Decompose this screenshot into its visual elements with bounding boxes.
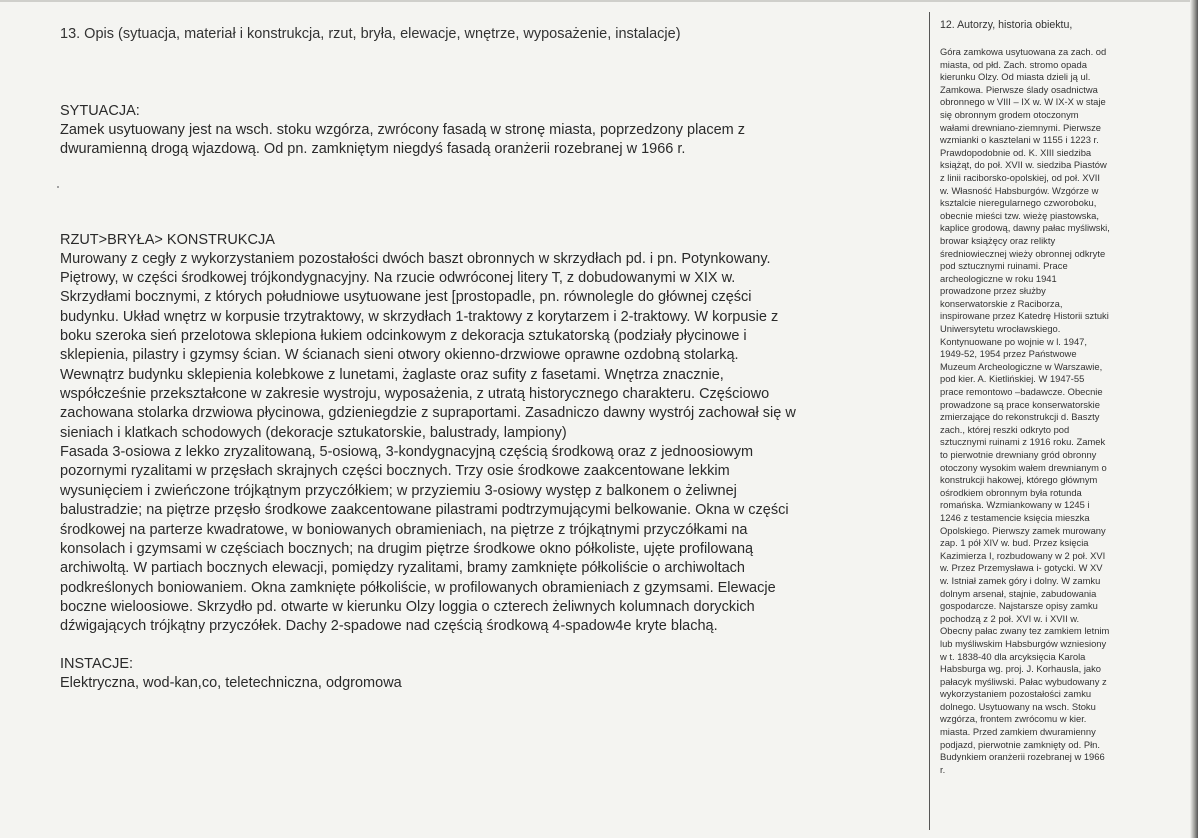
- history-column: [940, 18, 1140, 776]
- sheet-edge-top: [0, 0, 1198, 2]
- section-sytuacja: [60, 102, 920, 160]
- sytuacja-text: Zamek usytuowany jest na wsch. stoku wzgórza, zwrócony fasadą w stronę miasta, poprzedzony placem z dwuramienną drogą wjazdową. Od pn. zamkniętym niegdyś fasadą oranżerii rozebranej w 1966 r.: [60, 122, 746, 158]
- instalacje-title: INSTACJE:: [60, 655, 134, 672]
- sytuacja-title: SYTUACJA:: [60, 103, 140, 119]
- history-text: Góra zamkowa usytuowana za zach. od miasta, od płd. Zach. stromo opada kierunku Olzy. Od miasta dzieli ją ul. Zamkowa. Pierwsze ślady osadnictwa obronnego w VIII – IX w. W IX-X w staje się obronnym grodem otoczonym wałami drewniano-ziemnymi. Pierwsze wzmianki o kasztelani w 1155 i 1223 r. Prawdopodobnie od. K. XIII siedziba książąt, do poł. XVII w. siedziba Piastów z linii raciborsko-opolskiej, od poł. XVII w. Własność Habsburgów. Wzgórze w ksztalcie nieregularnego czworoboku, obecnie mieści tzw. wieżę piastowska, kaplice grodową, dawny pałac myśliwski, browar książęcy oraz relikty średniowiecznej wieży obronnej odkryte pod sztucznymi ruinami. Prace archeologiczne w roku 1941 prowadzone przez służby konserwatorskie z Raciborza, inspirowane przez Katedrę Historii sztuki Uniwersytetu wrocławskiego. Kontynuowane po wojnie w l. 1947, 1949-52, 1954 przez Państwowe Muzeum Archeologiczne w Warszawie, pod kier. A. Kietlińskiej. W 1947-55 prace remontowo –badawcze. Obecnie prowadzone są prace konserwatorskie zmierzające do rekonstrukcji d. Baszty zach., której reszki odkryto pod sztucznymi ruinami z 1916 roku. Zamek to pierwotnie drewniany gród obronny otoczony wysokim wałem drewnianym o konstrukcji hakowej, którego głównym ośrodkiem obronnym była rotunda romańska. Wzmiankowany w 1245 i 1246 z testamencie księcia mieszka Opolskiego. Pierwszy zamek murowany zap. 1 pół XIV w. bud. Przez księcia Kazimierza I, rozbudowany w 2 poł. XVI w. Przez Przemysława i- gotycki. W XV w. Istniał zamek góry i dolny. W zamku dolnym arsenał, stajnie, zabudowania gospodarcze. Najstarsze opisy zamku pochodzą z 2 poł. XVI w. i XVII w. Obecny pałac zwany tez zamkiem letnim lub myśliwskim Habsburgów wzniesiony w t. 1838-40 dla arcyksięcia Karola Habsburga wg. proj. J. Korhausla, jako pałacyk myśliwski. Pałac wybudowany z wykorzystaniem pozostałości zamku dolnego. Usytuowany na wsch. Stoku wzgórza, frontem zwrócomu w kier. miasta. Przed zamkiem dwuramienny podjazd, pierwotnie zamknięty od. Płn. Budynkiem oranżerii rozebranej w 1966 r.: [940, 46, 1110, 775]
- description-column: [60, 24, 920, 693]
- rzut-text: Murowany z cegły z wykorzystaniem pozostałości dwóch baszt obronnych w skrzydłach pd. i pn. Potynkowany. Piętrowy, w części środkowej trójkondygnacyjny. Na rzucie odwróconej litery T, z dobudowanymi w XIX w. Skrzydłami bocznymi, z których południowe usytuowane jest [prostopadle, pn. równolegle do głównej części budynku. Układ wnętrz w korpusie trzytraktowy, w skrzydłach 1-traktowy z korytarzem i 2-traktowy. W korpusie z boku szeroka sień przelotowa sklepiona łukiem odcinkowym z dekoracja sztukatorską (podziały płycinowe i sklepienia, pilastry i gzymsy ścian. W ścianach sieni otwory okienno-drzwiowe oprawne ozdobną stolarką. Wewnątrz budynku sklepienia kolebkowe z lunetami, żaglaste oraz sufity z fasetami. Wnętrza znacznie, współcześnie przekształcone w zakresie wystroju, wyposażenia, z utratą historycznego charakteru. Częściowo zachowana stolarka drzwiowa płycinowa, gdzieniegdzie z supraportami. Zasadniczo dawny wystrój zachował się w sieniach i klatkach schodowych (dekoracje sztukatorskie, balustrady, lampiony) Fasada 3-osiowa z lekko zryzalitowaną, 5-osiową, 3-kondygnacyjną częścią środkową oraz z jednoosiowym pozornymi ryzalitami w przęsłach skrajnych części bocznych. Trzy osie środkowe zaakcentowane lekkim wysunięciem i zwieńczone trójkątnym przyczółkiem; w przyziemiu 3-osiowy występ z balkonem o żeliwnej balustradzie; na piętrze przęsło środkowe zaakcentowane pilastrami podtrzymującymi belkowanie. Okna w części środkowej na parterze kwadratowe, w boniowanych obramieniach, na piętrze z trójkątnymi przyczółkami na konsolach i gzymsami w częściach bocznych; na drugim piętrze środkowe okno półkoliste, ujęte profilowaną archiwoltą. W partiach bocznych elewacji, pomiędzy ryzalitami, bramy zamknięte półkoliście o archiwoltach podkreślonych boniowaniem. Okna zamknięte półkoliście, w profilowanych obramieniach z gzymsami. Elewacje boczne wieloosiowe. Skrzydło pd. otwarte w kierunku Olzy loggia o czterech żeliwnych kolumnach doryckich dźwigających trójkątny przyczółek. Dachy 2-spadowe nad częścią środkową 4-spadow4e kryte blachą.: [60, 250, 796, 635]
- sheet-edge-right: [1190, 0, 1198, 838]
- instalacje-text: Elektryczna, wod-kan,co, teletechniczna, odgromowa: [60, 674, 402, 691]
- rzut-title: RZUT>BRYŁA> KONSTRUKCJA: [60, 231, 275, 248]
- description-heading: 13. Opis (sytuacja, materiał i konstrukcja, rzut, bryła, elewacje, wnętrze, wyposażenie, instalacje): [60, 26, 681, 42]
- history-heading: 12. Autorzy, historia obiektu,: [940, 19, 1073, 31]
- column-divider: [929, 12, 930, 830]
- section-rzut-bryla-konstrukcja: [60, 231, 920, 637]
- scan-speck: [57, 186, 59, 188]
- section-instalacje: [60, 655, 920, 693]
